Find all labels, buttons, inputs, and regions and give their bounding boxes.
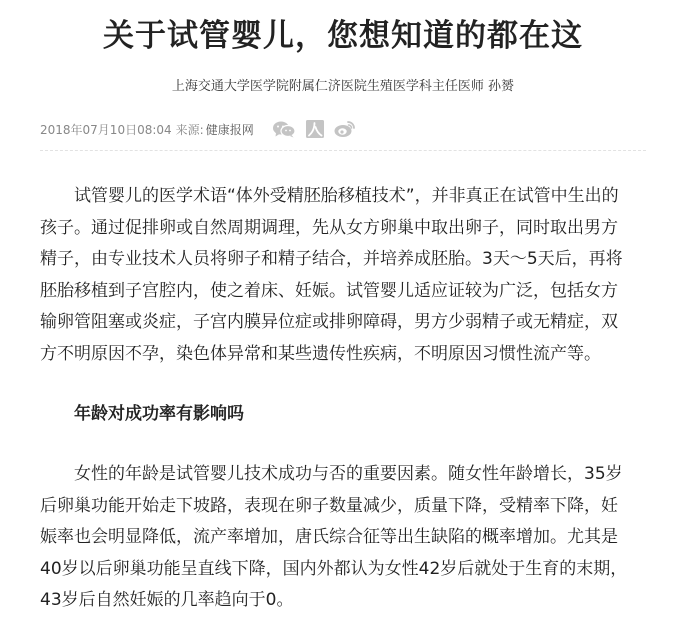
paragraph-line: 输卵管阻塞或炎症，子宫内膜异位症或排卵障碍，男方少弱精子或无精症，双 (40, 312, 618, 333)
section-heading: 年龄对成功率有影响吗 (74, 404, 244, 424)
wechat-icon[interactable] (272, 120, 296, 138)
source-name[interactable]: 健康报网 (205, 122, 254, 137)
paragraph-line: 女性的年龄是试管婴儿技术成功与否的重要因素。随女性年龄增长，35岁 (74, 464, 623, 484)
share-bar (272, 120, 356, 138)
paragraph-line: 胚胎移植到子宫腔内，使之着床、妊娠。试管婴儿适应证较为广泛，包括女方 (40, 280, 618, 301)
article-title: 关于试管婴儿，您想知道的都在这 (103, 18, 583, 54)
paragraph-intro (40, 181, 654, 371)
source-label: 来源: (175, 122, 204, 137)
paragraph-line: 40岁以后卵巢功能呈直线下降，国内外都认为女性42岁后就处于生育的末期， (40, 558, 628, 579)
paragraph-line: 试管婴儿的医学术语“体外受精胚胎移植技术”，并非真正在试管中生出的 (74, 186, 619, 206)
paragraph-line: 娠率也会明显降低，流产率增加，唐氏综合征等出生缺陷的概率增加。尤其是 (40, 527, 618, 548)
renren-icon[interactable] (306, 120, 324, 138)
meta-divider (40, 150, 646, 151)
paragraph-line: 精子，由专业技术人员将卵子和精子结合，并培养成胚胎。3天～5天后，再将 (40, 249, 623, 270)
author-byline: 上海交通大学医学院附属仁济医院生殖医学科主任医师 孙赟 (171, 79, 515, 94)
paragraph-line: 孩子。通过促排卵或自然周期调理，先从女方卵巢中取出卵子，同时取出男方 (40, 217, 618, 238)
article-meta (40, 118, 356, 140)
weibo-icon[interactable] (334, 120, 356, 138)
paragraph-line: 后卵巢功能开始走下坡路，表现在卵子数量减少，质量下降，受精率下降，妊 (40, 495, 618, 516)
paragraph-line: 方不明原因不孕，染色体异常和某些遗传性疾病，不明原因习惯性流产等。 (40, 343, 601, 364)
publish-datetime: 2018年07月10日08:04 (40, 122, 172, 137)
paragraph-age (40, 459, 654, 617)
paragraph-line: 43岁后自然妊娠的几率趋向于0。 (40, 590, 294, 611)
